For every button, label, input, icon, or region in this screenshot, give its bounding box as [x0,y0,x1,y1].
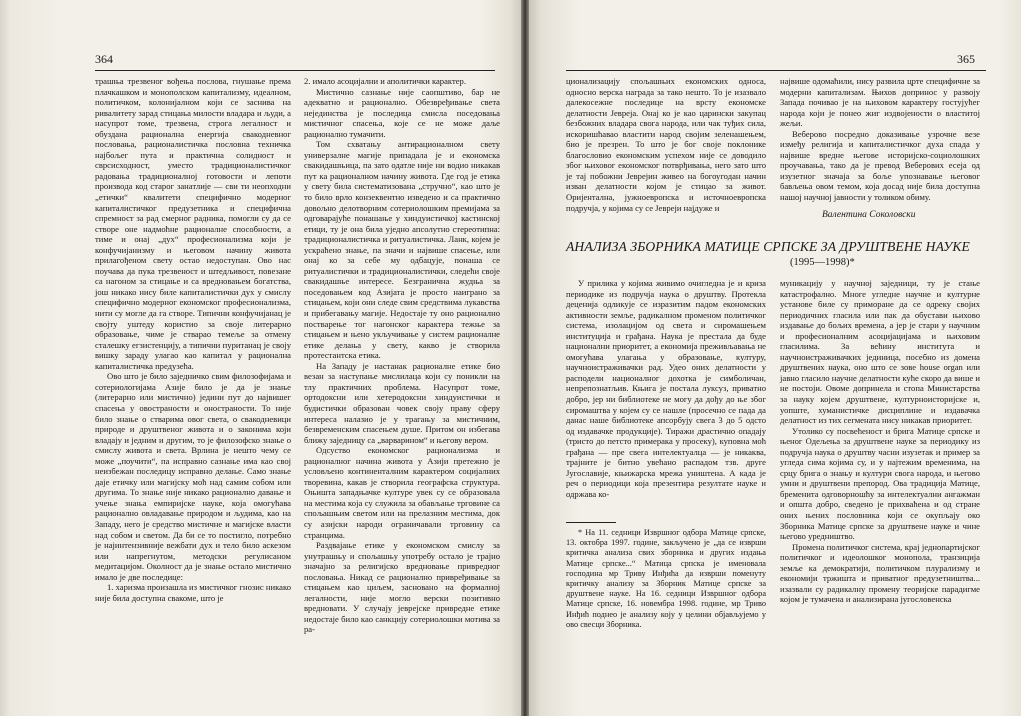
book-spine [521,0,529,716]
paragraph: Утолико су посвећеност и брига Матице српске и њеног Одељења за друштвене науке за периодику из подручја наука о друштву часни изузетак и пример за угледа сима којима су, и у најтежим временима, на срцу брига о знању и култури свога народа, и његово умни и друштвени препород. Ова традиција Матице, бременита одговорношћу за интелектуални ангажман и општа добро, сведено је прихваћена и од стране оних њених пословника који се окупљају око Зборника Матице српске за друштвене науке и чине његово уредништво. [780,425,980,542]
right-header-rule [566,70,986,71]
left-page-number: 364 [95,52,113,66]
left-column-1 [95,76,291,676]
left-column-2 [304,76,500,676]
footnote-rule [566,522,616,523]
paragraph: Том схватању антирационалном свету универзалне магије припадала је и економска свакидашњица, па зато одатле није ни водио никакав пут ка рационалном начину живота. Где год је етика у свету била систематизована „стручно“, као што је то било врло конзеквентно изведено и са практично довољно делотворним сотериолошким премијама за одговарајуће понашање у хиндуистичкој кастинској етици, ту је она била уједно апсолутно стереотипна: традиционалистичка и ритуалистичка. Ланк, којем је ускраћено знање, па значи и највише спасење, или онај ко за себе му одбацује, понаша се ритуалистички и традиционалистички, следећи своје свакидашње интересе. Безгранична жудња за поседовањем код Азијата је просто наиграно за стицањем, који они следе свим средствима лукавства и прибегавању магије. Недостаје ту оно рационално постварење тог нагонског карактера тежње за стицањем и њено укључивање у систем рационалне етике делања у свету, какво је створила протестантска етика. [304,139,500,361]
article-years: (1995—1998)* [790,257,855,268]
paragraph: трашња трезвеног вођења послова, гнушање према плачкашком и монополском капитализму, идеалном, политичком, колонијалном који се заснива на ривалитету зарад стицања милости владара и људи, а насупрот томе, трезвена, строга легалност и обуздана рационална енергија свакодневног пословања, рационалистичка пословна техничка најбољег пута и практична солидност и сврсисходност, уместо традиционалистичког радовања традиционалној готовости и лепоти производа код старог занатлије — сви ти неопходни „етички“ квалитети специфично модерног капиталистичког предузетника и специфична спремност за рад смерног радника, помогли су да се створе оне надмоћне рационалне способности, а тиме и онај „дух“ професионализма који је конфучијанизму и његовом начину живота прилагођеном свету остао недоступан. Ово нас поучава да пука трезвеност и штедљивост, повезане са нагоном за стицање и са вредновањем богатства, још никако нису биле капиталистички дух у смислу специфично модерног економског професионализма, нити су могле да га створе. Типични конфучијанац је својту уштеду користио за своје литерарно образовање, чиме је стварао темеље за отмену сталешку егзистенцију, а типични пуританац је своју вишку зараду улагао као капитал у рационална капиталистичка предузећа. [95,76,291,371]
author-signature: Валентина Соколовски [822,210,916,220]
paragraph: највише одомаћили, нису развила црте специфичне за модерни капитализам. Њихов допринос у развоју Запада почивао је на њиховом карактеру гостујућег народа који је понео жиг издвојености о властитој жељи. [780,76,980,129]
right-page-number: 365 [957,52,975,66]
paragraph: Раздвајање етике у економском смислу за унутрашњу и спољашњу употребу остало је трајно значајно за религијско вредновање привредног пословања. Никад се рационално привређивање за стицањем као циљем, засновано на формалној легалности, није могло верски позитивно вредновати. У случају јеврејске привредне етике недостаје било као санкцију сотериолошки мотива за ра- [304,540,500,635]
paragraph: Одсуство економског рационализма и рационалног начина живота у Азији претежно је условљено континенталним карактером социјалних творевина, какав је створила географска структура. Оњишта западњачке културе увек су се образовала на местима која су служила за обављање трговине са спољашњим светом или на прелазним местима, док су азијски народи ограничавали трговину са странцима. [304,445,500,540]
paragraph: Ово што је било заједничко свим филозофијама и сотериологијама Азије било је да је знање (литерарно или мистично) једини пут до највишег спасења у овостраности и оностраности. То није било знање о стварима овог света, о свакодневици природе и друштвеног живота и о законима који владају и једним и другим, то је филозофско знање о смислу живота и света. Врлина је нешто чему се може „поучити“, па исправно сазнање има као свој неизбежан последицу исправно делање. Само знање даје етичку или магијску моћ над самим собом или другима. То знање није никако рационално давање и учење знања емпиријске науке, која омогућава рационално овладавање природом и људима, као на Западу, него је средство мистичне и магијске власти над собом и светом. Да би се то постигло, потребно је најинтензивније вежбати дух и тело било аскезом или напрегнутом, методски регулисаном медитацијом. Околност да је знање остало мистично имало је две последице: [95,371,291,582]
paragraph: муникацију у научној заједници, ту је стање катастрофално. Многе угледне научне и културне установе биле су приморане да се одреку својих периодичних гласила или пак да обустави њихово издавање до бољих времена, а јер је стари у научним и професионалним асоцијацијама и њиховим гласилима. За већину института и научноистраживачких јединица, посебно из домена друштвених наука, оно што се зове house organ или јавно гласило научне делатности куће скоро да више и не постоји. Овоме допринела и стопа Министарства за науку којем друштвене, културноисторијске и, уопште, хуманистичке дисциплине и издавачка делатност из тих сегмената нису никакав приоритет. [780,278,980,426]
right-column-1-bottom [566,278,766,518]
right-column-2-top [780,76,980,206]
paragraph: У прилика у којима живимо очигледна је и криза периодике из подручја наука о друштву. Протекла деценија одликује се изразитим падом економских активности земље, радикалном променом политичког система, изолацијом од света и сиромашењем институција и грађана. Наука је престала да буде национални приоритет, а економија преживљавања не омогућава улагања у образовање, културу, научноистраживачки рад. Удео оних делатности у расподели националног дохотка је симболичан, непрепознатљив. Књига је постала луксуз, приватно добро, јер ни библиотеке не могу да дођу до ње због сиромаштва у којем су се нашле (просечно се пада да данас наше библиотеке апсорбују свега 3 до 5 одсто од издавачке продукције). Тиражи драстично опадају (тристо до петсто примерака у просеку), куповна моћ грађана — пре свега интелектуалца — је никаква, трајните је битно увећано распадом тзв. друге Југославије, књижарска мрежа уништена. А када је реч о периодици која презентира резултате науке и одржава ко- [566,278,766,499]
paragraph: ционализацију спољашњих економских односа, односно верска награда за тако нешто. То је изазвало далекосежне последице на врсту економске делатности Јевреја. Онај ко је као царински закупац безбожних владара свога народа, или чак туђих сила, искоришћавао властити народ својим зеленашењем, био је презрен. То што је бог своје поклонике благословио економским успехом није се доводило због њиховог економског потврђивања, него зато што је тај побожни Јеврејин живео на богоугодан начин изван делатности којом је стицао за живот. Оријентална, јужноевропска и источноевропска подручја, у којима су се Јевреји најдуже и [566,76,766,213]
right-column-1-top [566,76,766,236]
paragraph: 2. имало асоцијални и аполитички карактер. [304,76,466,86]
right-column-2-bottom [780,278,980,678]
paragraph: Веберово посредно доказивање узрочне везе између религија и капиталистичког духа спада у највише вредне његове историјско-социолошких проучавања, тако да је превод Веберових есеја од изузетног значаја за боље упознавање његовог бављења овом темом, која досад није била доступна нашој научној јавности у толиком обиму. [780,128,980,203]
footnote [566,528,766,678]
paragraph: 1. харизма произашла из мистичког гнозис никако није била доступна свакоме, што је [95,582,291,603]
paragraph: Промена политичког система, крај једнопартијског политичког и идеолошког монопола, транзиција земље ка демократији, политичком плурализму и економији тржишта и приватног предузетништва... изазвали су радикалну промену теоријске парадигме којом је тумачена и анализирана југословенска [780,541,980,605]
article-title: АНАЛИЗА ЗБОРНИКА МАТИЦЕ СРПСКЕ ЗА ДРУШТВЕНЕ НАУКЕ [566,239,970,254]
left-header-rule [95,70,495,71]
paragraph: Мистично сазнање није саопштиво, бар не адекватно и рационално. Обезвређивање света нејединства је последица смисла поседовања мистичног спасења, које се не може даље рационално тумачити. [304,86,500,139]
paragraph: На Западу је настанак рационалне етике био везан за наступање мислилаца који су поникли на тлу практичних проблема. Насупрот томе, ортодоксни или хетеродоксни хиндуистички и будистички образован човек своју праву сферу интереса налазио је у трагању за мистичним, безвременским спасењем душе. Притом он избегава ближу заједницу са „варварином“ и његову вером. [304,360,500,445]
footnote-text: * На 11. седници Извршног одбора Матице српске, 13. октобра 1997. године, закључено је „да се изврши критичка анализа свих зборника и других издања Матице српске...“ Матица српска је именовала господина мр Триву Инђића да изврши поменуту критичку анализу за Зборник Матице српске за друштвене науке. На 16. седници Извршног одбора Матице српске, 16. новембра 1998. године, мр Триво Инђић поднео је анализу коју у целини објављујемо у ово свесци Зборника. [566,528,766,629]
